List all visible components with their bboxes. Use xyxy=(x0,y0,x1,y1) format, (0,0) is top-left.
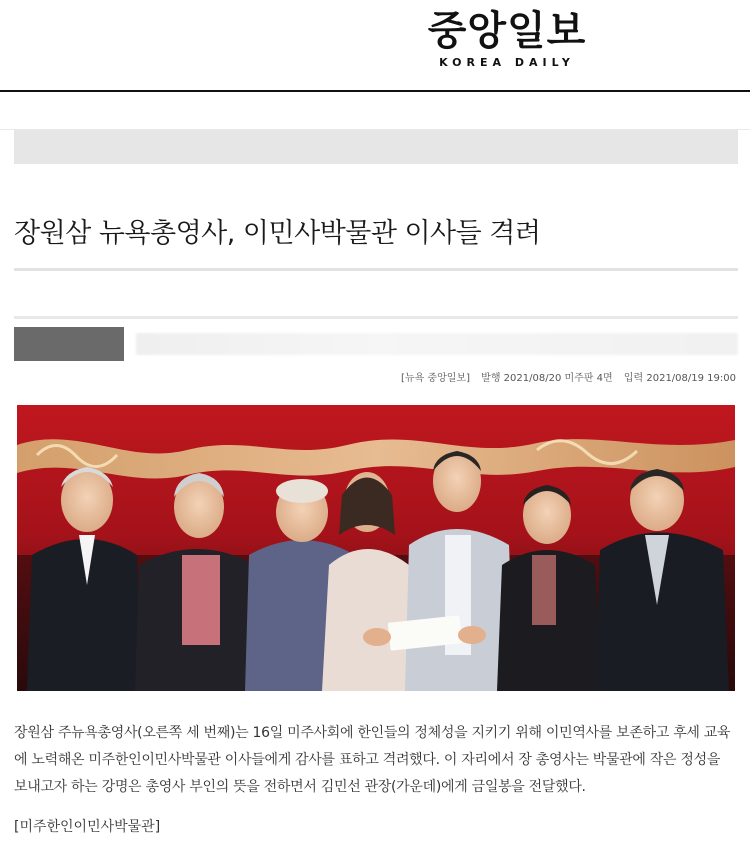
meta-entered: 입력 2021/08/19 19:00 xyxy=(623,373,736,384)
article-meta xyxy=(393,369,736,384)
byline-label-block xyxy=(14,327,124,361)
byline-bar xyxy=(14,327,738,361)
masthead xyxy=(0,0,750,92)
caption-line: 보내고자 하는 강명은 총영사 부인의 뜻을 전하면서 김민선 관장(가운데)에게 금일봉을 전달했다. xyxy=(14,779,586,795)
caption-line: 장원삼 주뉴욕총영사(오른쪽 세 번째)는 16일 미주사회에 한인들의 정체성을 지키기 위해 이민역사를 보존하고 후세 교육 xyxy=(14,725,731,741)
headline-divider xyxy=(14,268,738,271)
meta-published: 발행 2021/08/20 미주판 4면 xyxy=(481,373,613,384)
banner-placeholder xyxy=(14,130,738,164)
photo-credit: [미주한인이민사박물관] xyxy=(14,819,161,835)
group-photo-image xyxy=(17,405,735,691)
article-headline: 장원삼 뉴욕총영사, 이민사박물관 이사들 격려 xyxy=(14,218,541,249)
caption-line: 에 노력해온 미주한인이민사박물관 이사들에게 감사를 표하고 격려했다. 이 자리에서 장 총영사는 박물관에 작은 정성을 xyxy=(14,752,721,768)
article-photo[interactable] xyxy=(17,405,735,691)
logo-korean-text: 중앙일보 xyxy=(427,8,587,54)
byline-divider xyxy=(14,316,738,319)
meta-source: [뉴욕 중앙일보] xyxy=(401,373,470,384)
byline-blurred-text xyxy=(136,333,738,355)
photo-caption xyxy=(14,720,738,801)
korea-daily-logo[interactable] xyxy=(422,8,592,69)
ad-strip xyxy=(0,92,750,130)
logo-english-text: KOREA DAILY xyxy=(439,56,575,69)
